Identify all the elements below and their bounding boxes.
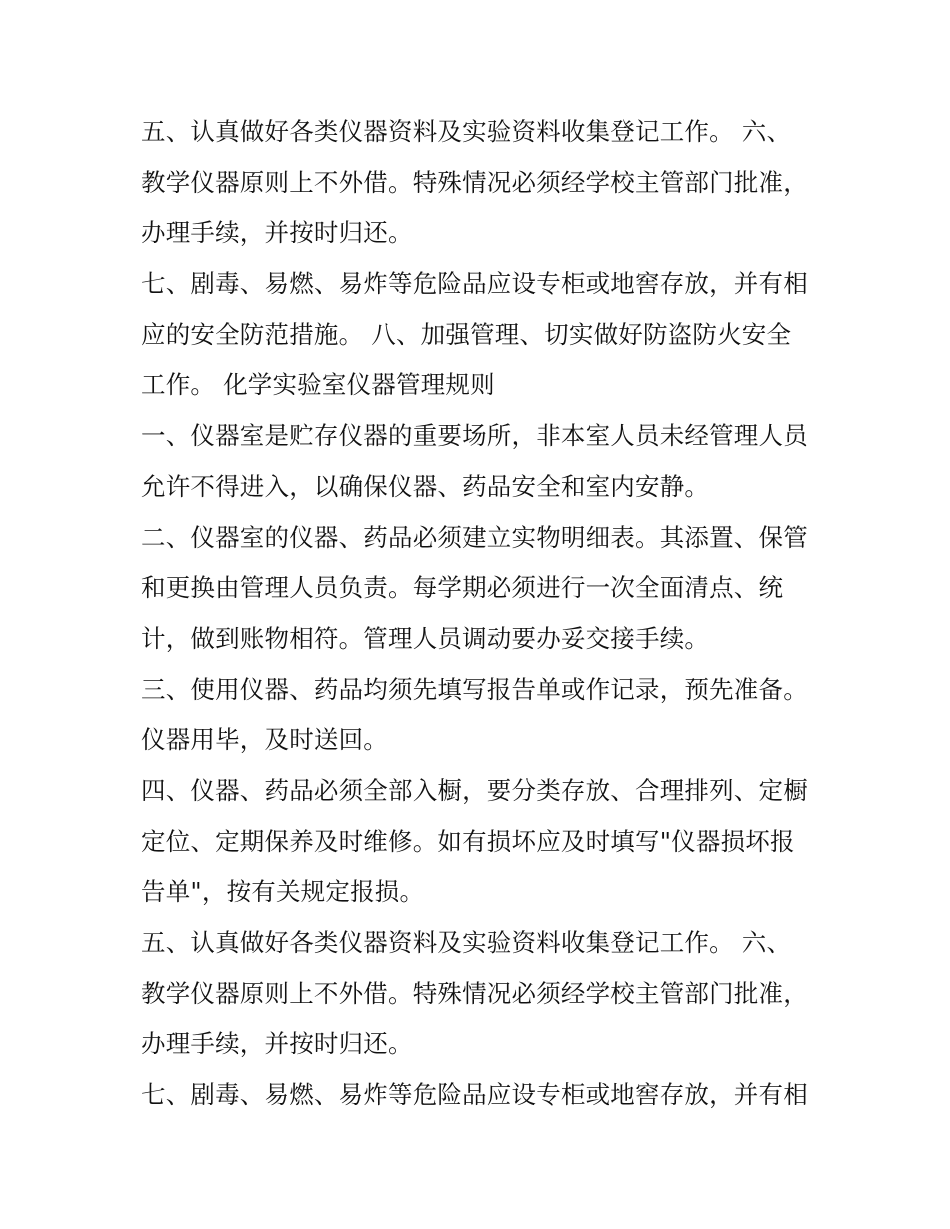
text-line: 教学仪器原则上不外借。特殊情况必须经学校主管部门批准，	[141, 167, 808, 197]
text-line: 五、认真做好各类仪器资料及实验资料收集登记工作。 六、	[141, 928, 792, 957]
text-line: 仪器用毕，及时送回。	[141, 725, 388, 755]
text-line: 七、剧毒、易燃、易炸等危险品应设专柜或地窖存放，并有相	[141, 1080, 808, 1110]
text-line: 三、使用仪器、药品均须先填写报告单或作记录，预先准备。	[141, 674, 808, 704]
text-line: 四、仪器、药品必须全部入橱，要分类存放、合理排列、定橱	[141, 775, 808, 805]
text-line: 告单"，按有关规定报损。	[141, 877, 425, 907]
text-line: 一、仪器室是贮存仪器的重要场所，非本室人员未经管理人员	[141, 421, 808, 451]
text-line: 工作。 化学实验室仪器管理规则	[141, 370, 495, 400]
text-line: 办理手续，并按时归还。	[141, 1029, 413, 1059]
text-line: 计，做到账物相符。管理人员调动要办妥交接手续。	[141, 623, 710, 653]
document-body	[141, 107, 821, 1121]
text-line: 五、认真做好各类仪器资料及实验资料收集登记工作。 六、	[141, 117, 792, 146]
text-line: 应的安全防范措施。 八、加强管理、切实做好防盗防火安全	[141, 319, 792, 349]
text-line: 和更换由管理人员负责。每学期必须进行一次全面清点、统	[141, 573, 784, 603]
text-line: 二、仪器室的仪器、药品必须建立实物明细表。其添置、保管	[141, 522, 808, 552]
text-line: 七、剧毒、易燃、易炸等危险品应设专柜或地窖存放，并有相	[141, 269, 808, 299]
text-line: 教学仪器原则上不外借。特殊情况必须经学校主管部门批准，	[141, 978, 808, 1008]
text-line: 定位、定期保养及时维修。如有损坏应及时填写"仪器损坏报	[141, 826, 795, 856]
text-line: 允许不得进入，以确保仪器、药品安全和室内安静。	[141, 471, 710, 501]
text-line: 办理手续，并按时归还。	[141, 218, 413, 248]
